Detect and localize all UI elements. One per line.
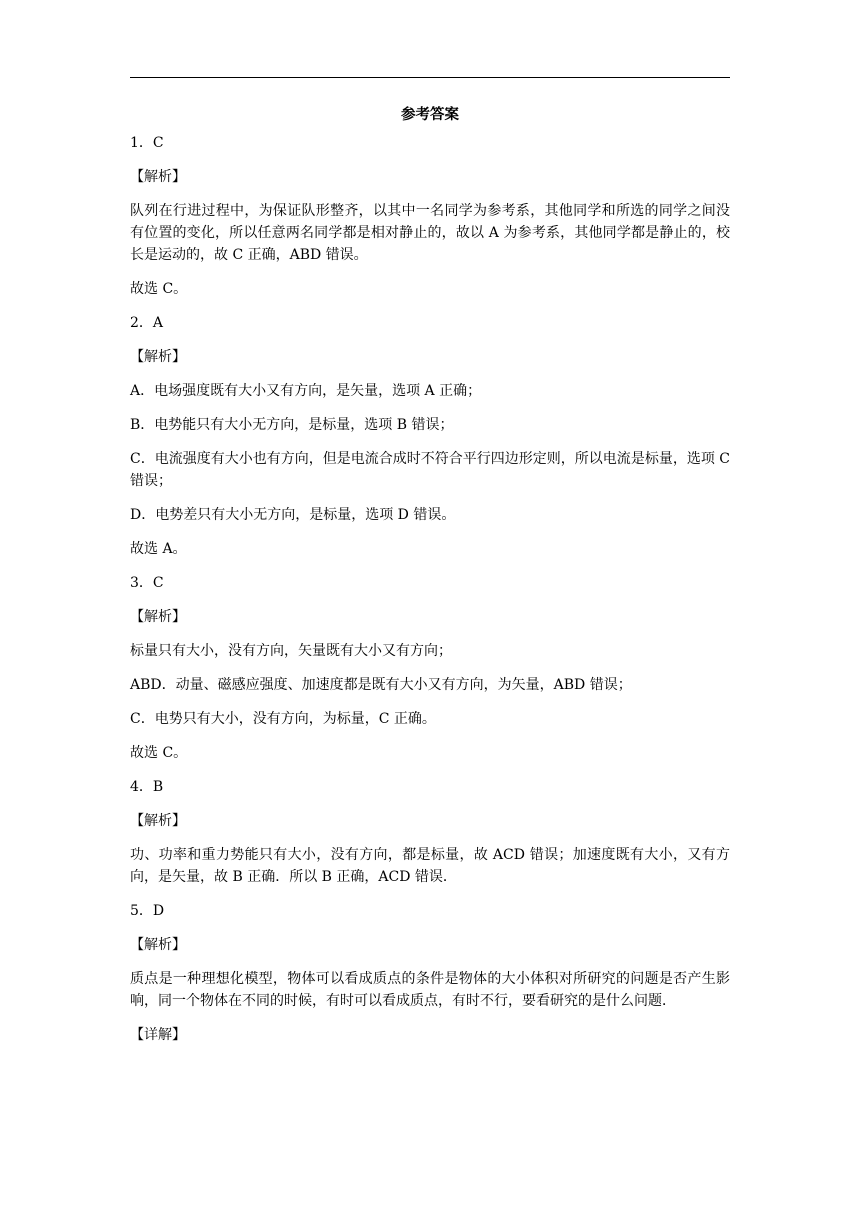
analysis-tag: 【解析】: [130, 349, 186, 365]
detail-tag: 【详解】: [130, 1027, 186, 1043]
analysis-text: 标量只有大小，没有方向，矢量既有大小又有方向；: [130, 643, 452, 659]
answer-line: 故选 C。: [130, 745, 188, 761]
analysis-tag: 【解析】: [130, 609, 186, 625]
header-rule: [130, 77, 730, 78]
analysis-text: C．电势只有大小，没有方向，为标量，C 正确。: [130, 711, 436, 727]
analysis-text: 队列在行进过程中，为保证队形整齐，以其中一名同学为参考系，其他同学和所选的同学之间没有位置的变化，所以任意两名同学都是相对静止的，故以 A 为参考系，其他同学都是静止的，校长是运动的，故 C 正确，ABD 错误。: [130, 203, 730, 263]
analysis-text: D．电势差只有大小无方向，是标量，选项 D 错误。: [130, 507, 456, 523]
analysis-tag: 【解析】: [130, 169, 186, 185]
analysis-text: B．电势能只有大小无方向，是标量，选项 B 错误；: [130, 417, 454, 433]
analysis-tag: 【解析】: [130, 937, 186, 953]
analysis-text: 功、功率和重力势能只有大小，没有方向，都是标量，故 ACD 错误；加速度既有大小，又有方向，是矢量，故 B 正确．所以 B 正确，ACD 错误．: [130, 847, 730, 885]
page-title: 参考答案: [401, 107, 459, 123]
analysis-text: ABD．动量、磁感应强度、加速度都是既有大小又有方向，为矢量，ABD 错误；: [130, 677, 632, 693]
analysis-text: 质点是一种理想化模型，物体可以看成质点的条件是物体的大小体积对所研究的问题是否产生影响，同一个物体在不同的时候，有时可以看成质点，有时不行，要看研究的是什么问题．: [130, 971, 730, 1009]
question-number: 2．A: [130, 315, 164, 331]
analysis-text: A．电场强度既有大小又有方向，是矢量，选项 A 正确；: [130, 383, 482, 399]
question-number: 5．D: [130, 903, 165, 919]
analysis-tag: 【解析】: [130, 813, 186, 829]
answer-content: [130, 132, 730, 1058]
question-number: 1．C: [130, 135, 164, 151]
answer-line: 故选 A。: [130, 541, 187, 557]
question-number: 4．B: [130, 779, 164, 795]
answer-line: 故选 C。: [130, 281, 188, 297]
question-number: 3．C: [130, 575, 164, 591]
analysis-text: C．电流强度有大小也有方向，但是电流合成时不符合平行四边形定则，所以电流是标量，选项 C 错误；: [130, 451, 730, 489]
